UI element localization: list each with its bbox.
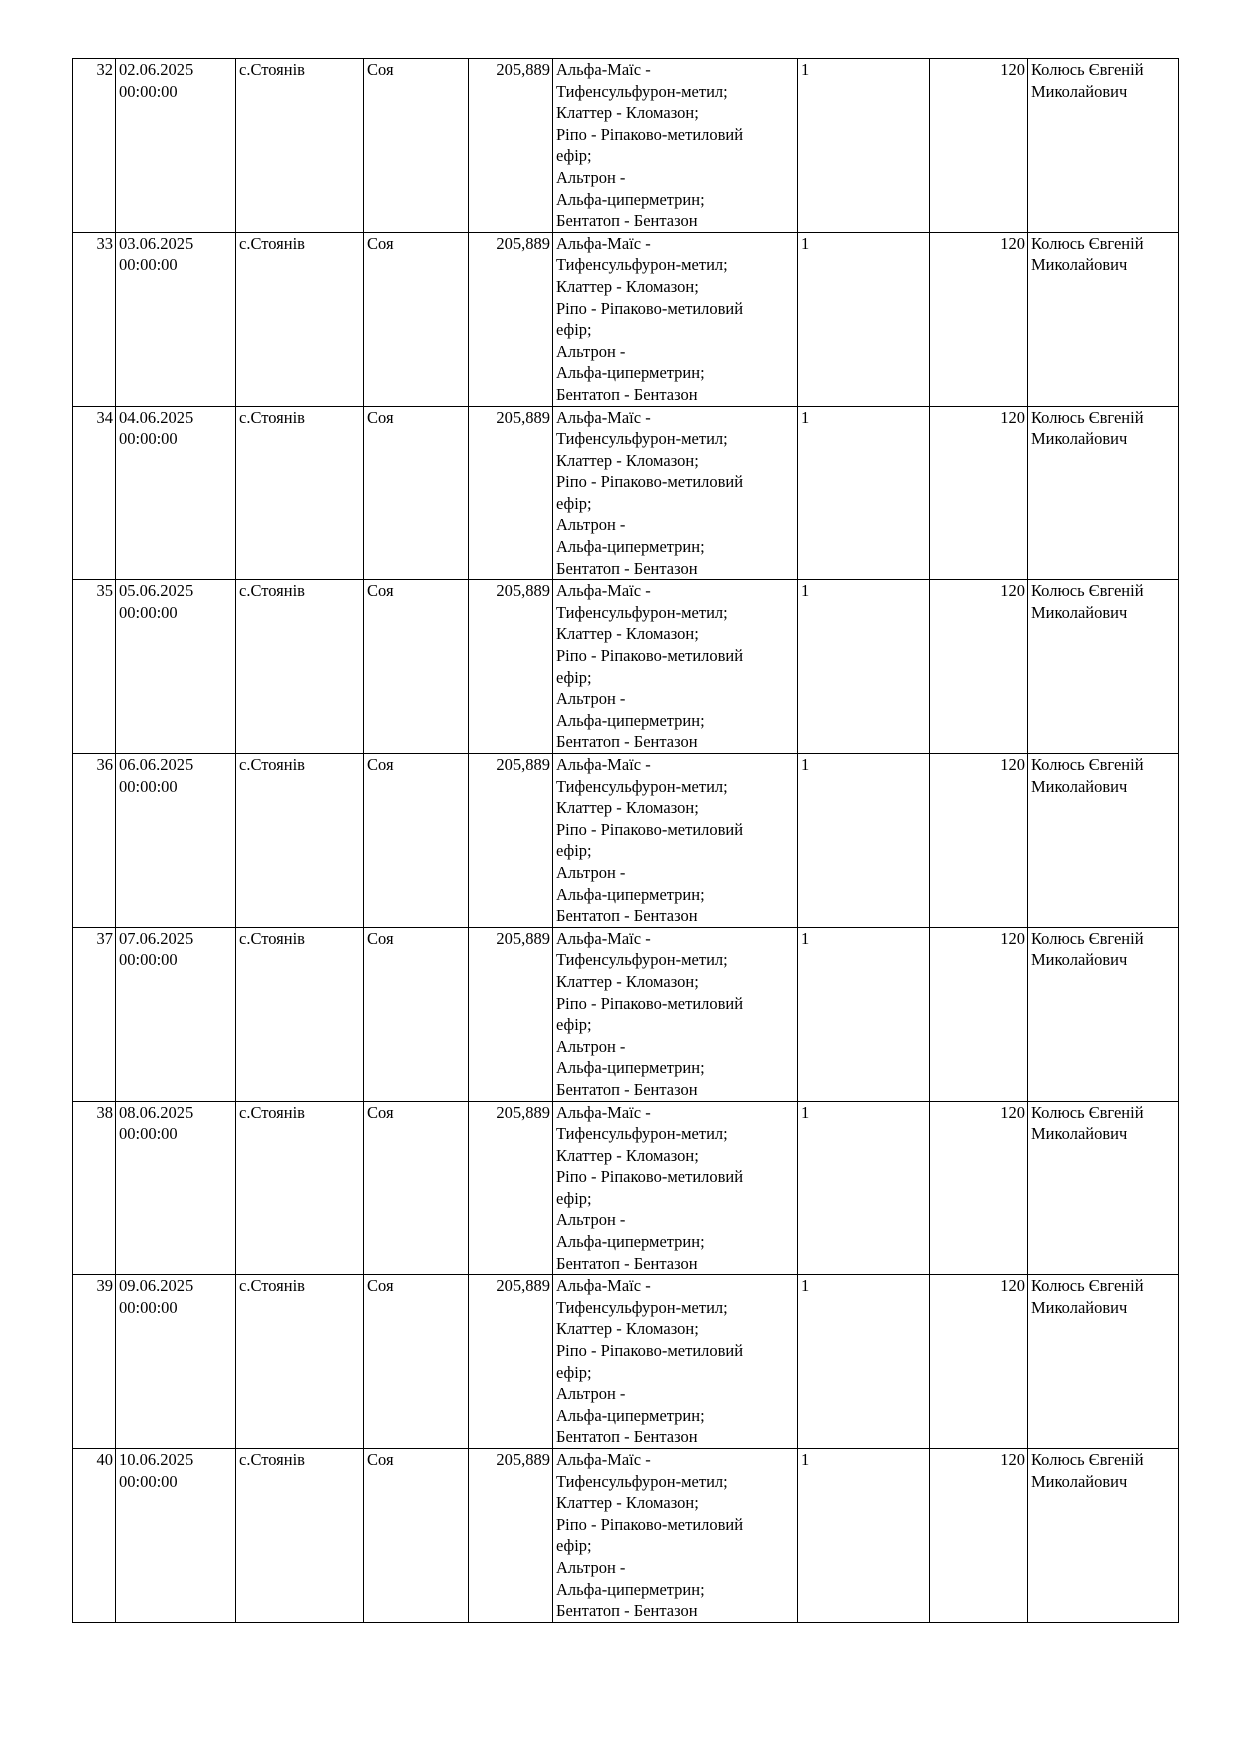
village-value: с.Стоянів [239, 60, 305, 79]
area-cell [469, 927, 553, 1101]
preparation-line: Альфа-циперметрин; [556, 1232, 705, 1252]
row-number-cell [73, 406, 116, 580]
person-cell [1028, 232, 1179, 406]
person-cell [1028, 927, 1179, 1101]
person-name-line: Колюсь Євгеній [1031, 1450, 1144, 1469]
row-number-cell [73, 754, 116, 928]
col7-value: 1 [801, 60, 810, 79]
table-row [73, 232, 1179, 406]
col8-value: 120 [1000, 1450, 1025, 1469]
row-number-cell [73, 1275, 116, 1449]
area-cell [469, 580, 553, 754]
preparation-line: Альтрон - [556, 167, 626, 187]
person-name-line: Колюсь Євгеній [1031, 233, 1144, 253]
area-cell [469, 232, 553, 406]
person-name-line: Колюсь Євгеній [1031, 1102, 1144, 1122]
row-number: 34 [96, 407, 113, 427]
preparation-line: Бентатоп - Бентазон [556, 384, 698, 404]
time-value: 00:00:00 [119, 81, 178, 101]
crop-cell [364, 232, 469, 406]
preparation-line: Тифенсульфурон-метил; [556, 1297, 728, 1317]
village-value: с.Стоянів [239, 407, 305, 427]
crop-cell [364, 1275, 469, 1449]
date-value: 03.06.2025 [119, 233, 194, 253]
crop-value: Соя [367, 407, 394, 427]
row-number: 33 [96, 233, 113, 253]
preparation-line: ефір; [556, 146, 592, 166]
col7-cell [798, 927, 930, 1101]
preparation-line: Бентатоп - Бентазон [556, 1253, 698, 1273]
preparations-cell [553, 59, 798, 233]
table-row [73, 754, 1179, 928]
preparation-line: Бентатоп - Бентазон [556, 732, 698, 752]
preparation-line: Альфа-циперметрин; [556, 537, 705, 557]
preparation-line: Тифенсульфурон-метил; [556, 776, 728, 796]
preparation-line: Альфа-циперметрин; [556, 189, 705, 209]
village-cell [236, 580, 364, 754]
row-number-cell [73, 927, 116, 1101]
village-value: с.Стоянів [239, 1276, 305, 1296]
col8-cell [930, 406, 1028, 580]
preparation-line: ефір; [556, 493, 592, 513]
date-value: 04.06.2025 [119, 407, 194, 427]
person-name-line: Миколайович [1031, 1297, 1128, 1317]
preparation-line: Альтрон - [556, 862, 626, 882]
crop-cell [364, 580, 469, 754]
col8-value: 120 [1000, 1102, 1025, 1122]
preparation-line: Альфа-циперметрин; [556, 710, 705, 730]
col7-value: 1 [801, 1102, 810, 1122]
area-value: 205,889 [496, 928, 550, 948]
preparation-line: Альтрон - [556, 1210, 626, 1230]
area-cell [469, 1275, 553, 1449]
crop-value: Соя [367, 1102, 394, 1122]
row-number: 37 [96, 928, 113, 948]
area-value: 205,889 [496, 1102, 550, 1122]
crop-cell [364, 1101, 469, 1275]
crop-cell [364, 754, 469, 928]
preparation-line: Альфа-циперметрин; [556, 1058, 705, 1078]
col8-value: 120 [1000, 233, 1025, 253]
col7-value: 1 [801, 233, 810, 253]
village-cell [236, 1101, 364, 1275]
preparation-line: Ріпо - Ріпаково-метиловий [556, 1167, 744, 1187]
person-name-line: Миколайович [1031, 81, 1128, 101]
date-value: 09.06.2025 [119, 1276, 194, 1296]
date-cell [116, 1101, 236, 1275]
date-cell [116, 406, 236, 580]
person-name-line: Миколайович [1031, 776, 1128, 796]
preparation-line: ефір; [556, 841, 592, 861]
pesticide-log-table [72, 58, 1179, 1623]
area-value: 205,889 [496, 60, 550, 79]
crop-value: Соя [367, 581, 394, 601]
date-value: 06.06.2025 [119, 755, 194, 774]
preparation-line: Бентатоп - Бентазон [556, 211, 698, 231]
date-cell [116, 232, 236, 406]
row-number: 40 [96, 1450, 113, 1469]
area-value: 205,889 [496, 581, 550, 601]
person-cell [1028, 1275, 1179, 1449]
date-value: 07.06.2025 [119, 928, 194, 948]
preparations-cell [553, 927, 798, 1101]
preparation-line: Клаттер - Кломазон; [556, 971, 699, 991]
person-name-line: Миколайович [1031, 1471, 1128, 1491]
preparations-cell [553, 1449, 798, 1623]
preparation-line: Тифенсульфурон-метил; [556, 950, 728, 970]
preparation-line: Ріпо - Ріпаково-метиловий [556, 819, 744, 839]
preparations-cell [553, 754, 798, 928]
table-row [73, 406, 1179, 580]
row-number: 36 [96, 755, 113, 774]
village-cell [236, 406, 364, 580]
col8-cell [930, 754, 1028, 928]
preparation-line: Бентатоп - Бентазон [556, 1601, 698, 1621]
row-number: 38 [96, 1102, 113, 1122]
preparation-line: ефір; [556, 1536, 592, 1556]
preparation-line: ефір; [556, 1362, 592, 1382]
preparation-line: Альфа-Маїс - [556, 60, 651, 79]
person-cell [1028, 59, 1179, 233]
preparation-line: Бентатоп - Бентазон [556, 1079, 698, 1099]
village-cell [236, 1275, 364, 1449]
preparation-line: Клаттер - Кломазон; [556, 1493, 699, 1513]
preparation-line: Альфа-циперметрин; [556, 1405, 705, 1425]
preparation-line: Тифенсульфурон-метил; [556, 1471, 728, 1491]
preparation-line: Альфа-Маїс - [556, 1450, 651, 1469]
person-cell [1028, 406, 1179, 580]
person-name-line: Миколайович [1031, 602, 1128, 622]
village-value: с.Стоянів [239, 755, 305, 774]
preparations-cell [553, 232, 798, 406]
col8-value: 120 [1000, 1276, 1025, 1296]
person-name-line: Колюсь Євгеній [1031, 581, 1144, 601]
preparations-cell [553, 406, 798, 580]
preparation-line: Ріпо - Ріпаково-метиловий [556, 298, 744, 318]
col7-value: 1 [801, 407, 810, 427]
preparation-line: Клаттер - Кломазон; [556, 798, 699, 818]
person-cell [1028, 1101, 1179, 1275]
village-cell [236, 1449, 364, 1623]
crop-value: Соя [367, 233, 394, 253]
village-value: с.Стоянів [239, 1450, 305, 1469]
col7-cell [798, 580, 930, 754]
person-cell [1028, 580, 1179, 754]
person-name-line: Миколайович [1031, 255, 1128, 275]
village-cell [236, 59, 364, 233]
preparation-line: Альтрон - [556, 1557, 626, 1577]
crop-value: Соя [367, 1450, 394, 1469]
table-row [73, 927, 1179, 1101]
person-name-line: Колюсь Євгеній [1031, 60, 1144, 79]
preparation-line: Бентатоп - Бентазон [556, 558, 698, 578]
time-value: 00:00:00 [119, 1297, 178, 1317]
area-value: 205,889 [496, 1276, 550, 1296]
person-name-line: Миколайович [1031, 429, 1128, 449]
col8-cell [930, 1275, 1028, 1449]
table-row [73, 1275, 1179, 1449]
preparation-line: Альфа-циперметрин; [556, 363, 705, 383]
row-number-cell [73, 1449, 116, 1623]
preparations-cell [553, 1275, 798, 1449]
village-cell [236, 232, 364, 406]
date-value: 02.06.2025 [119, 60, 194, 79]
preparation-line: Альтрон - [556, 1036, 626, 1056]
row-number-cell [73, 232, 116, 406]
preparation-line: Альтрон - [556, 1384, 626, 1404]
preparation-line: Тифенсульфурон-метил; [556, 255, 728, 275]
person-name-line: Миколайович [1031, 950, 1128, 970]
area-value: 205,889 [496, 755, 550, 774]
col8-value: 120 [1000, 60, 1025, 79]
col8-value: 120 [1000, 581, 1025, 601]
preparation-line: Ріпо - Ріпаково-метиловий [556, 1514, 744, 1534]
preparation-line: Тифенсульфурон-метил; [556, 429, 728, 449]
date-cell [116, 59, 236, 233]
preparations-cell [553, 580, 798, 754]
date-cell [116, 580, 236, 754]
preparation-line: Ріпо - Ріпаково-метиловий [556, 993, 744, 1013]
time-value: 00:00:00 [119, 1124, 178, 1144]
preparation-line: Тифенсульфурон-метил; [556, 602, 728, 622]
time-value: 00:00:00 [119, 1471, 178, 1491]
area-value: 205,889 [496, 407, 550, 427]
col7-value: 1 [801, 928, 810, 948]
row-number-cell [73, 59, 116, 233]
village-value: с.Стоянів [239, 581, 305, 601]
preparation-line: Клаттер - Кломазон; [556, 276, 699, 296]
crop-cell [364, 1449, 469, 1623]
table-row [73, 580, 1179, 754]
preparation-line: Альфа-циперметрин; [556, 1579, 705, 1599]
preparation-line: Клаттер - Кломазон; [556, 103, 699, 123]
time-value: 00:00:00 [119, 950, 178, 970]
preparations-cell [553, 1101, 798, 1275]
row-number: 35 [96, 581, 113, 601]
crop-cell [364, 406, 469, 580]
preparation-line: Альтрон - [556, 515, 626, 535]
area-value: 205,889 [496, 1450, 550, 1469]
preparation-line: Ріпо - Ріпаково-метиловий [556, 472, 744, 492]
preparation-line: Альфа-Маїс - [556, 928, 651, 948]
preparation-line: Ріпо - Ріпаково-метиловий [556, 646, 744, 666]
date-cell [116, 1275, 236, 1449]
preparation-line: Ріпо - Ріпаково-метиловий [556, 1341, 744, 1361]
date-value: 10.06.2025 [119, 1450, 194, 1469]
col8-cell [930, 1449, 1028, 1623]
time-value: 00:00:00 [119, 255, 178, 275]
preparation-line: ефір; [556, 1188, 592, 1208]
date-value: 05.06.2025 [119, 581, 194, 601]
preparation-line: Альфа-Маїс - [556, 755, 651, 774]
preparation-line: Тифенсульфурон-метил; [556, 1124, 728, 1144]
person-cell [1028, 754, 1179, 928]
person-name-line: Колюсь Євгеній [1031, 1276, 1144, 1296]
person-name-line: Миколайович [1031, 1124, 1128, 1144]
col8-cell [930, 927, 1028, 1101]
person-name-line: Колюсь Євгеній [1031, 755, 1144, 774]
village-value: с.Стоянів [239, 233, 305, 253]
time-value: 00:00:00 [119, 602, 178, 622]
col7-cell [798, 1275, 930, 1449]
area-cell [469, 1101, 553, 1275]
col7-cell [798, 406, 930, 580]
col8-cell [930, 1101, 1028, 1275]
preparation-line: ефір; [556, 1015, 592, 1035]
row-number-cell [73, 580, 116, 754]
time-value: 00:00:00 [119, 429, 178, 449]
col7-cell [798, 232, 930, 406]
crop-value: Соя [367, 755, 394, 774]
preparation-line: Бентатоп - Бентазон [556, 1427, 698, 1447]
preparation-line: Тифенсульфурон-метил; [556, 81, 728, 101]
preparation-line: Бентатоп - Бентазон [556, 906, 698, 926]
preparation-line: Альтрон - [556, 341, 626, 361]
area-cell [469, 1449, 553, 1623]
preparation-line: Альфа-Маїс - [556, 1102, 651, 1122]
table-row [73, 59, 1179, 233]
date-cell [116, 754, 236, 928]
preparation-line: Клаттер - Кломазон; [556, 450, 699, 470]
col7-value: 1 [801, 1276, 810, 1296]
person-name-line: Колюсь Євгеній [1031, 928, 1144, 948]
col8-cell [930, 580, 1028, 754]
col7-value: 1 [801, 755, 810, 774]
col7-cell [798, 754, 930, 928]
col7-cell [798, 1101, 930, 1275]
col7-value: 1 [801, 1450, 810, 1469]
col7-value: 1 [801, 581, 810, 601]
date-value: 08.06.2025 [119, 1102, 194, 1122]
table-row [73, 1101, 1179, 1275]
preparation-line: Клаттер - Кломазон; [556, 1145, 699, 1165]
preparation-line: Альтрон - [556, 689, 626, 709]
date-cell [116, 927, 236, 1101]
village-cell [236, 927, 364, 1101]
row-number: 32 [96, 60, 113, 79]
preparation-line: Альфа-Маїс - [556, 407, 651, 427]
row-number-cell [73, 1101, 116, 1275]
crop-value: Соя [367, 1276, 394, 1296]
preparation-line: Клаттер - Кломазон; [556, 624, 699, 644]
crop-cell [364, 59, 469, 233]
person-name-line: Колюсь Євгеній [1031, 407, 1144, 427]
village-value: с.Стоянів [239, 1102, 305, 1122]
preparation-line: Альфа-Маїс - [556, 233, 651, 253]
preparation-line: Альфа-Маїс - [556, 1276, 651, 1296]
area-cell [469, 59, 553, 233]
col8-value: 120 [1000, 928, 1025, 948]
table-row [73, 1449, 1179, 1623]
row-number: 39 [96, 1276, 113, 1296]
preparation-line: Альфа-Маїс - [556, 581, 651, 601]
col7-cell [798, 59, 930, 233]
area-value: 205,889 [496, 233, 550, 253]
village-cell [236, 754, 364, 928]
crop-value: Соя [367, 928, 394, 948]
preparation-line: Альфа-циперметрин; [556, 884, 705, 904]
preparation-line: ефір; [556, 667, 592, 687]
col8-cell [930, 232, 1028, 406]
time-value: 00:00:00 [119, 776, 178, 796]
village-value: с.Стоянів [239, 928, 305, 948]
crop-value: Соя [367, 60, 394, 79]
person-cell [1028, 1449, 1179, 1623]
area-cell [469, 754, 553, 928]
col8-cell [930, 59, 1028, 233]
preparation-line: ефір; [556, 320, 592, 340]
col8-value: 120 [1000, 755, 1025, 774]
col8-value: 120 [1000, 407, 1025, 427]
col7-cell [798, 1449, 930, 1623]
preparation-line: Ріпо - Ріпаково-метиловий [556, 124, 744, 144]
date-cell [116, 1449, 236, 1623]
area-cell [469, 406, 553, 580]
preparation-line: Клаттер - Кломазон; [556, 1319, 699, 1339]
crop-cell [364, 927, 469, 1101]
